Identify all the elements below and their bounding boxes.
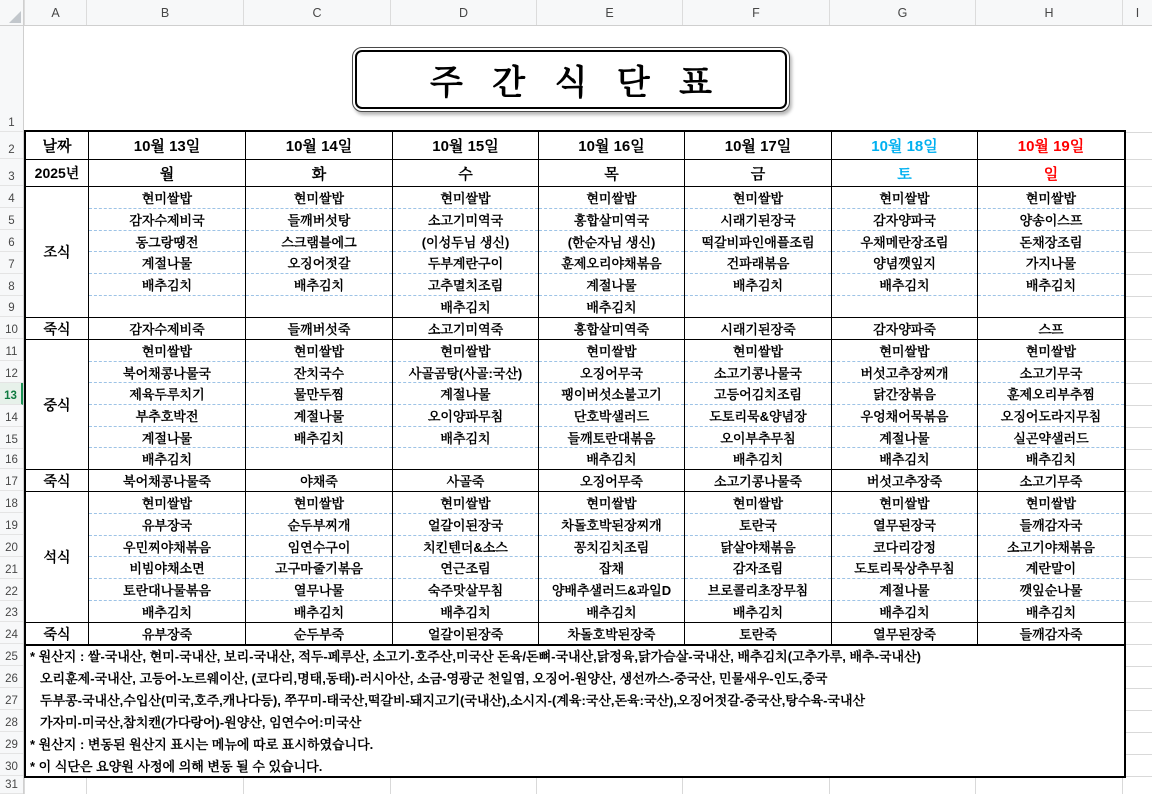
column-header-B[interactable]: B: [86, 0, 243, 25]
menu-item[interactable]: 훈제오리부추찜: [978, 382, 1124, 404]
weekday-cell-6[interactable]: 일: [977, 160, 1124, 186]
meal-label-0[interactable]: 조식: [43, 244, 71, 260]
row-header-6[interactable]: 6: [0, 230, 23, 252]
menu-item[interactable]: [246, 447, 392, 469]
menu-item[interactable]: 건파래볶음: [685, 251, 831, 273]
menu-cell: [831, 492, 977, 622]
table-row: [26, 186, 1124, 317]
menu-item[interactable]: 유부장국: [89, 513, 245, 535]
menu-item[interactable]: 현미쌀밥: [440, 495, 491, 511]
row-header-13[interactable]: 13: [0, 383, 23, 405]
menu-cell: [88, 340, 245, 469]
note-line-4[interactable]: 가자미-미국산,참치캔(가다랑어)-원양산, 임연수어:미국산: [40, 715, 362, 730]
menu-item[interactable]: 현미쌀밥: [586, 190, 637, 206]
menu-item[interactable]: 우민찌야채볶음: [89, 535, 245, 557]
gridline: [1122, 427, 1152, 428]
row-header-18[interactable]: 18: [0, 491, 23, 513]
menu-item[interactable]: 잡채: [539, 556, 684, 578]
gridline: [1122, 601, 1152, 602]
menu-item[interactable]: 현미쌀밥: [586, 495, 637, 511]
menu-item[interactable]: 브로콜리초장무침: [685, 578, 831, 600]
menu-item[interactable]: 현미쌀밥: [141, 190, 193, 206]
menu-item[interactable]: 물만두찜: [246, 382, 392, 404]
menu-item[interactable]: 토란대나물볶음: [89, 578, 245, 600]
menu-item[interactable]: 소고기미역국: [393, 208, 538, 230]
menu-item[interactable]: [393, 447, 538, 469]
menu-item[interactable]: 배추김치: [978, 273, 1124, 295]
gridline: [1122, 252, 1152, 253]
menu-item[interactable]: 닭간장볶음: [832, 382, 977, 404]
menu-item[interactable]: 현미쌀밥: [879, 495, 930, 511]
porridge-cell[interactable]: 시래기된장죽: [684, 318, 831, 339]
date-cell-6[interactable]: 10월 19일: [977, 132, 1124, 159]
menu-item[interactable]: 계절나물: [89, 251, 245, 273]
gridline: [1122, 644, 1152, 645]
porridge-cell[interactable]: 차돌호박된장죽: [538, 623, 684, 644]
menu-item[interactable]: 도토리묵&양념장: [685, 404, 831, 426]
menu-item[interactable]: 들깨버섯탕: [246, 208, 392, 230]
porridge-cell[interactable]: 얼갈이된장죽: [392, 623, 538, 644]
menu-item[interactable]: 닭살야채볶음: [685, 535, 831, 557]
menu-item[interactable]: 오이부추무침: [685, 426, 831, 448]
menu-table: [24, 130, 1126, 778]
menu-item[interactable]: 연근조림: [393, 556, 538, 578]
row-header-22[interactable]: 22: [0, 579, 23, 601]
menu-cell: [538, 187, 684, 317]
gridline: [1122, 230, 1152, 231]
row-header-4[interactable]: 4: [0, 186, 23, 208]
menu-item[interactable]: 가지나물: [978, 251, 1124, 273]
gridline: [1122, 513, 1152, 514]
select-all-corner[interactable]: [0, 0, 24, 26]
column-header-F[interactable]: F: [682, 0, 829, 25]
gridline: [1122, 557, 1152, 558]
menu-cell: [684, 340, 831, 469]
gridline: [1122, 159, 1152, 160]
menu-item[interactable]: 북어채콩나물국: [89, 361, 245, 383]
row-header-2[interactable]: 2: [0, 132, 23, 159]
menu-cell: [538, 492, 684, 622]
menu-item[interactable]: 배추김치: [89, 600, 245, 622]
menu-item[interactable]: 계절나물: [539, 273, 684, 295]
menu-item[interactable]: 배추김치: [539, 600, 684, 622]
menu-cell: [245, 492, 392, 622]
menu-cell: [392, 187, 538, 317]
row-header-7[interactable]: 7: [0, 252, 23, 274]
gridline: [1122, 754, 1152, 755]
menu-item[interactable]: 들깨토란대볶음: [539, 426, 684, 448]
gridline: [1122, 535, 1152, 536]
porridge-cell[interactable]: 소고기콩나물죽: [684, 470, 831, 491]
menu-cell: [538, 340, 684, 469]
row-header-20[interactable]: 20: [0, 535, 23, 557]
row-header-12[interactable]: 12: [0, 361, 23, 383]
menu-item[interactable]: (이성두님 생신): [393, 230, 538, 252]
menu-item[interactable]: 배추김치: [393, 426, 538, 448]
menu-item[interactable]: 꽁치김치조림: [539, 535, 684, 557]
porridge-cell[interactable]: 유부장죽: [88, 623, 245, 644]
date-cell-5[interactable]: 10월 18일: [831, 132, 977, 159]
menu-item[interactable]: [246, 295, 392, 317]
date-cell-2[interactable]: 10월 15일: [392, 132, 538, 159]
menu-item[interactable]: 순두부찌개: [246, 513, 392, 535]
porridge-cell[interactable]: 야채죽: [245, 470, 392, 491]
page-title: 주 간 식 단 표: [429, 64, 722, 102]
weekday-cell-4[interactable]: 금: [684, 160, 831, 186]
gridline: [1122, 776, 1152, 777]
menu-item[interactable]: 열무된장국: [832, 513, 977, 535]
menu-item[interactable]: 들깨감자국: [978, 513, 1124, 535]
menu-item[interactable]: 실곤약샐러드: [978, 426, 1124, 448]
row-header-16[interactable]: 16: [0, 449, 23, 469]
menu-item[interactable]: [832, 295, 977, 317]
menu-item[interactable]: 잔치국수: [246, 361, 392, 383]
menu-item[interactable]: 배추김치: [978, 600, 1124, 622]
gridline: [1122, 776, 1123, 794]
porridge-cell[interactable]: 사골죽: [392, 470, 538, 491]
menu-cell: [977, 492, 1124, 622]
note-line-5[interactable]: * 원산지 : 변동된 원산지 표시는 메뉴에 따로 표시하였습니다.: [30, 737, 374, 752]
menu-item[interactable]: 양배추샐러드&과일D: [539, 578, 684, 600]
menu-item[interactable]: 오징어도라지무침: [978, 404, 1124, 426]
gridline: [1122, 383, 1152, 384]
menu-item[interactable]: 배추김치: [832, 447, 977, 469]
porridge-cell[interactable]: 오징어무죽: [538, 470, 684, 491]
menu-item[interactable]: 계절나물: [393, 382, 538, 404]
gridline: [1122, 491, 1152, 492]
menu-item[interactable]: [978, 295, 1124, 317]
menu-cell: [88, 492, 245, 622]
porridge-cell[interactable]: 순두부죽: [245, 623, 392, 644]
porridge-cell[interactable]: 스프: [977, 318, 1124, 339]
row-headers: [0, 26, 24, 794]
menu-item[interactable]: 계절나물: [832, 426, 977, 448]
meal-label-1[interactable]: 중식: [43, 396, 71, 413]
row-header-1[interactable]: 1: [0, 26, 23, 132]
row-header-21[interactable]: 21: [0, 557, 23, 579]
note-line-6[interactable]: * 이 식단은 요양원 사정에 의해 변동 될 수 있습니다.: [30, 759, 323, 774]
menu-cell: [245, 187, 392, 317]
menu-item[interactable]: 훈제오리야채볶음: [539, 251, 684, 273]
select-all-triangle-icon: [9, 11, 21, 23]
row-header-17[interactable]: 17: [0, 469, 23, 491]
menu-item[interactable]: 제육두루치기: [89, 382, 245, 404]
menu-item[interactable]: 현미쌀밥: [879, 190, 930, 206]
gridline: [1122, 688, 1152, 689]
gridline: [1122, 666, 1152, 667]
note-line-1[interactable]: * 원산지 : 쌀-국내산, 현미-국내산, 보리-국내산, 적두-페루산, 소고기-호주산,미국산 돈육/돈뼈-국내산,닭정육,닭가슴살-국내산, 배추김치(고추가루, 배추-국내산): [30, 649, 921, 664]
gridline: [536, 776, 537, 794]
note-line-3[interactable]: 두부콩-국내산,수입산(미국,호주,캐나다등), 쭈꾸미-태국산,떡갈비-돼지고기(국내산),소시지-(계육:국산,돈육:국산),오징어젓갈-중국산,탕수육-국내산: [40, 693, 866, 708]
row-header-9[interactable]: 9: [0, 296, 23, 317]
row-header-10[interactable]: 10: [0, 317, 23, 339]
date-cell-1[interactable]: 10월 14일: [245, 132, 392, 159]
gridline: [86, 776, 87, 794]
menu-item[interactable]: 사골곰탕(사골:국산): [393, 361, 538, 383]
menu-cell: [684, 492, 831, 622]
menu-item[interactable]: 소고기야채볶음: [978, 535, 1124, 557]
menu-item[interactable]: 계절나물: [89, 426, 245, 448]
menu-item[interactable]: 양념깻잎지: [832, 251, 977, 273]
menu-item[interactable]: 현미쌀밥: [732, 190, 784, 206]
column-headers: [0, 0, 1152, 26]
menu-item[interactable]: 현미쌀밥: [586, 343, 637, 359]
menu-item[interactable]: [89, 295, 245, 317]
column-header-A[interactable]: A: [24, 0, 86, 25]
menu-item[interactable]: 현미쌀밥: [1025, 190, 1077, 206]
title-box-inner: [355, 50, 787, 109]
table-row: [26, 132, 1124, 159]
menu-item[interactable]: 배추김치: [393, 295, 538, 317]
menu-item[interactable]: 계란말이: [978, 556, 1124, 578]
menu-item[interactable]: 토란국: [685, 513, 831, 535]
column-header-I[interactable]: I: [1122, 0, 1152, 25]
menu-item[interactable]: 배추김치: [89, 447, 245, 469]
table-row: [26, 469, 1124, 491]
menu-item[interactable]: 배추김치: [246, 426, 392, 448]
menu-cell: [392, 340, 538, 469]
menu-item[interactable]: 현미쌀밥: [879, 343, 930, 359]
menu-item[interactable]: 감자수제비국: [89, 208, 245, 230]
menu-item[interactable]: 배추김치: [978, 447, 1124, 469]
row-header-29[interactable]: 29: [0, 732, 23, 754]
menu-item[interactable]: 얼갈이된장국: [393, 513, 538, 535]
column-header-G[interactable]: G: [829, 0, 975, 25]
gridline: [1122, 317, 1152, 318]
gridline: [24, 776, 25, 794]
weekday-cell-2[interactable]: 수: [392, 160, 538, 186]
menu-item[interactable]: 현미쌀밥: [732, 343, 784, 359]
menu-item[interactable]: 동그랑땡전: [89, 230, 245, 252]
menu-item[interactable]: 고추멸치조림: [393, 273, 538, 295]
weekday-cell-3[interactable]: 목: [538, 160, 684, 186]
menu-item[interactable]: 차돌호박된장찌개: [539, 513, 684, 535]
menu-item[interactable]: 버섯고추장찌개: [832, 361, 977, 383]
porridge-cell[interactable]: 소고기무죽: [977, 470, 1124, 491]
porridge-cell[interactable]: 들깨버섯죽: [245, 318, 392, 339]
menu-item[interactable]: 우엉채어묵볶음: [832, 404, 977, 426]
menu-cell: [831, 340, 977, 469]
table-row: [26, 317, 1124, 339]
meal-label-2[interactable]: 석식: [43, 549, 71, 565]
menu-item[interactable]: 현미쌀밥: [141, 343, 193, 359]
porridge-cell[interactable]: 버섯고추장죽: [831, 470, 977, 491]
row-header-23[interactable]: 23: [0, 601, 23, 622]
porridge-label-2[interactable]: 죽식: [43, 625, 71, 642]
menu-cell: [684, 187, 831, 317]
menu-item[interactable]: 소고기무국: [978, 361, 1124, 383]
gridline: [1122, 405, 1152, 406]
gridline: [1122, 449, 1152, 450]
table-row: [26, 339, 1124, 469]
date-label-cell[interactable]: 날짜: [42, 138, 72, 155]
menu-cell: [392, 492, 538, 622]
menu-item[interactable]: 현미쌀밥: [293, 495, 345, 511]
row-header-28[interactable]: 28: [0, 710, 23, 732]
row-header-25[interactable]: 25: [0, 644, 23, 666]
row-header-8[interactable]: 8: [0, 274, 23, 296]
gridline: [1122, 710, 1152, 711]
menu-item[interactable]: 임연수구이: [246, 535, 392, 557]
column-header-C[interactable]: C: [243, 0, 390, 25]
row-header-31[interactable]: 31: [0, 776, 23, 794]
menu-item[interactable]: 고등어김치조림: [685, 382, 831, 404]
gridline: [390, 776, 391, 794]
row-header-14[interactable]: 14: [0, 405, 23, 427]
menu-item[interactable]: 배추김치: [685, 273, 831, 295]
menu-item[interactable]: 배추김치: [685, 447, 831, 469]
menu-item[interactable]: 숙주맛살무침: [393, 578, 538, 600]
notes-block: [26, 646, 1124, 776]
menu-item[interactable]: 돈채장조림: [978, 230, 1124, 252]
menu-item[interactable]: 치킨텐더&소스: [393, 535, 538, 557]
menu-item[interactable]: 홍합살미역국: [539, 208, 684, 230]
gridline: [1122, 622, 1152, 623]
menu-item[interactable]: 배추김치: [685, 600, 831, 622]
menu-item[interactable]: (한순자님 생신): [539, 230, 684, 252]
menu-item[interactable]: 깻잎순나물: [978, 578, 1124, 600]
gridline: [1122, 296, 1152, 297]
gridline: [1122, 732, 1152, 733]
menu-item[interactable]: 계절나물: [832, 578, 977, 600]
menu-item[interactable]: 배추김치: [539, 295, 684, 317]
menu-item[interactable]: 우채메란장조림: [832, 230, 977, 252]
menu-item[interactable]: 오이양파무침: [393, 404, 538, 426]
menu-item[interactable]: 코다리강정: [832, 535, 977, 557]
year-label-cell[interactable]: 2025년: [34, 165, 80, 181]
date-cell-0[interactable]: 10월 13일: [88, 132, 245, 159]
menu-cell: [977, 340, 1124, 469]
menu-item[interactable]: 현미쌀밥: [440, 343, 491, 359]
table-row: [26, 622, 1124, 644]
menu-item[interactable]: 감자양파국: [832, 208, 977, 230]
gridline: [1122, 208, 1152, 209]
weekday-cell-5[interactable]: 토: [831, 160, 977, 186]
menu-item[interactable]: 양송이스프: [978, 208, 1124, 230]
menu-item[interactable]: 현미쌀밥: [440, 190, 491, 206]
gridline: [682, 776, 683, 794]
menu-item[interactable]: 배추김치: [89, 273, 245, 295]
menu-cell: [88, 187, 245, 317]
table-row: [26, 159, 1124, 186]
row-header-26[interactable]: 26: [0, 666, 23, 688]
gridline: [1122, 469, 1152, 470]
table-row: [26, 644, 1124, 776]
column-header-E[interactable]: E: [536, 0, 682, 25]
table-row: [26, 491, 1124, 622]
gridline: [975, 776, 976, 794]
menu-item[interactable]: 감자조림: [685, 556, 831, 578]
menu-item[interactable]: 배추김치: [246, 273, 392, 295]
porridge-cell[interactable]: 소고기미역죽: [392, 318, 538, 339]
porridge-cell[interactable]: 감자수제비죽: [88, 318, 245, 339]
row-header-5[interactable]: 5: [0, 208, 23, 230]
gridline: [1122, 579, 1152, 580]
menu-item[interactable]: 배추김치: [832, 600, 977, 622]
gridline: [1122, 361, 1152, 362]
row-header-19[interactable]: 19: [0, 513, 23, 535]
row-header-30[interactable]: 30: [0, 754, 23, 776]
menu-item[interactable]: 소고기콩나물국: [685, 361, 831, 383]
menu-item[interactable]: 배추김치: [393, 600, 538, 622]
row-header-11[interactable]: 11: [0, 339, 23, 361]
menu-item[interactable]: 열무나물: [246, 578, 392, 600]
menu-item[interactable]: 두부계란구이: [393, 251, 538, 273]
menu-cell: [977, 187, 1124, 317]
menu-item[interactable]: 계절나물: [246, 404, 392, 426]
gridline: [1122, 186, 1152, 187]
gridline: [1122, 274, 1152, 275]
gridline: [1122, 132, 1152, 133]
menu-cell: [245, 340, 392, 469]
menu-item[interactable]: 현미쌀밥: [1025, 495, 1077, 511]
menu-item[interactable]: 스크램블에그: [246, 230, 392, 252]
menu-item[interactable]: 현미쌀밥: [293, 343, 345, 359]
porridge-cell[interactable]: 북어채콩나물죽: [88, 470, 245, 491]
menu-item[interactable]: 떡갈비파인애플조림: [685, 230, 831, 252]
note-line-2[interactable]: 오리훈제-국내산, 고등어-노르웨이산, (코다리,명태,동태)-러시아산, 소금-영광군 천일염, 오징어-원양산, 생선까스-중국산, 민물새우-인도,중국: [40, 671, 828, 686]
menu-item[interactable]: 현미쌀밥: [732, 495, 784, 511]
menu-item[interactable]: 현미쌀밥: [293, 190, 345, 206]
menu-item[interactable]: 현미쌀밥: [1025, 343, 1077, 359]
porridge-cell[interactable]: 토란죽: [684, 623, 831, 644]
row-header-24[interactable]: 24: [0, 622, 23, 644]
menu-item[interactable]: 배추김치: [246, 600, 392, 622]
menu-item[interactable]: [685, 295, 831, 317]
gridline: [829, 776, 830, 794]
column-header-H[interactable]: H: [975, 0, 1122, 25]
gridline: [1122, 339, 1152, 340]
menu-item[interactable]: 도토리묵상추무침: [832, 556, 977, 578]
menu-item[interactable]: 현미쌀밥: [141, 495, 193, 511]
row-header-15[interactable]: 15: [0, 427, 23, 449]
menu-item[interactable]: 단호박샐러드: [539, 404, 684, 426]
date-cell-4[interactable]: 10월 17일: [684, 132, 831, 159]
porridge-cell[interactable]: 감자양파죽: [831, 318, 977, 339]
menu-item[interactable]: 팽이버섯소불고기: [539, 382, 684, 404]
porridge-cell[interactable]: 홍합살미역죽: [538, 318, 684, 339]
menu-item[interactable]: 부추호박전: [89, 404, 245, 426]
title-box[interactable]: [352, 47, 790, 112]
porridge-cell[interactable]: 들깨감자죽: [977, 623, 1124, 644]
column-header-D[interactable]: D: [390, 0, 536, 25]
weekday-cell-0[interactable]: 월: [88, 160, 245, 186]
porridge-label-0[interactable]: 죽식: [43, 320, 71, 337]
row-header-3[interactable]: 3: [0, 159, 23, 186]
menu-item[interactable]: 고구마줄기볶음: [246, 556, 392, 578]
menu-item[interactable]: 배추김치: [832, 273, 977, 295]
menu-item[interactable]: 오징어무국: [539, 361, 684, 383]
porridge-label-1[interactable]: 죽식: [43, 472, 71, 489]
row-header-27[interactable]: 27: [0, 688, 23, 710]
menu-item[interactable]: 비빔야채소면: [89, 556, 245, 578]
weekday-cell-1[interactable]: 화: [245, 160, 392, 186]
porridge-cell[interactable]: 열무된장죽: [831, 623, 977, 644]
menu-item[interactable]: 오징어젓갈: [246, 251, 392, 273]
menu-item[interactable]: 배추김치: [539, 447, 684, 469]
date-cell-3[interactable]: 10월 16일: [538, 132, 684, 159]
menu-cell: [831, 187, 977, 317]
menu-item[interactable]: 시래기된장국: [685, 208, 831, 230]
gridline: [243, 776, 244, 794]
